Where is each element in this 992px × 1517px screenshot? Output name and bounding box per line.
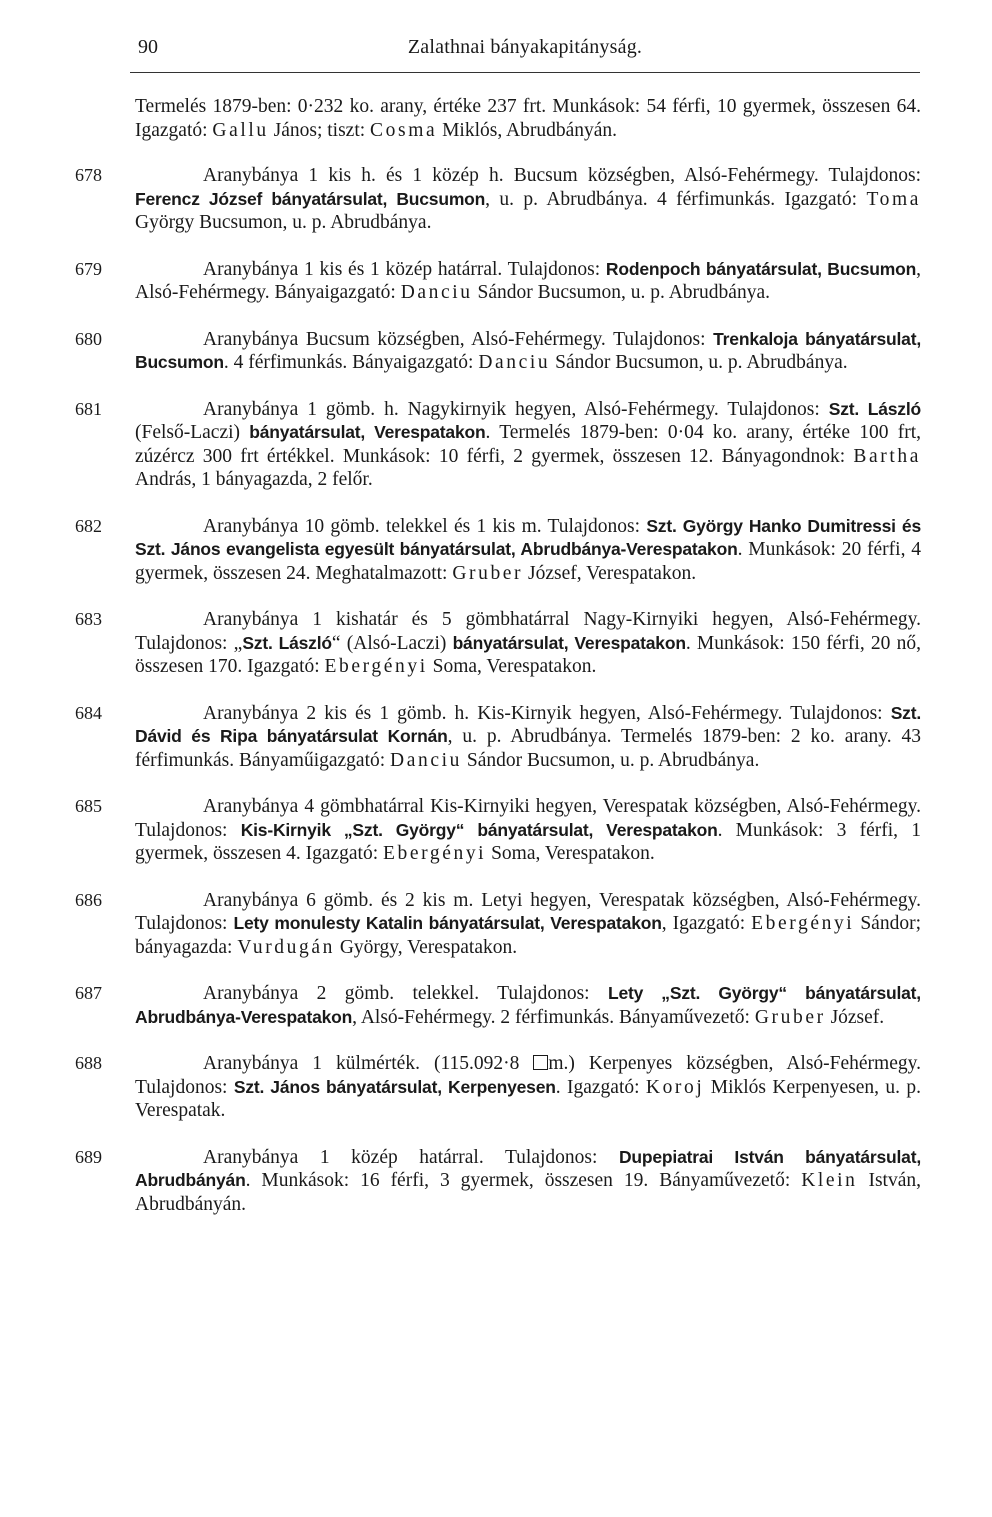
owner-name: Szt. Dávid és Ripa bányatársulat Kornán [135, 702, 921, 746]
spaced-name: Bartha [853, 445, 921, 467]
text: Aranybánya 2 kis és 1 gömb. h. Kis-Kirnyik hegyen, Alsó-Fehérmegy. Tulajdonos: [203, 702, 891, 724]
spaced-name: Gallu [212, 119, 269, 141]
owner-name: bányatársulat, Verespatakon [452, 632, 686, 653]
text: Miklós, Abrudbányán. [437, 119, 618, 141]
spaced-name: Ebergényi [751, 913, 855, 934]
entry-684 [75, 702, 921, 773]
spaced-name: Danciu [478, 352, 551, 373]
owner-name: Ferencz József bányatársulat, Bucsumon [135, 188, 486, 209]
text: , u. p. Abrudbánya. Termelés 1879-ben: 2 ko. arany. 43 férfimunkás. Bányaműigazgató: [135, 726, 921, 771]
spaced-name: Gruber [754, 1006, 826, 1028]
text: Miklós Kerpenyesen, u. p. Verespatak. [135, 1076, 921, 1121]
text: József, Verespatakon. [523, 562, 697, 584]
text: Sándor; bányagazda: [135, 913, 921, 958]
entry-number: 686 [75, 889, 102, 910]
text: Soma, Verespatakon. [486, 843, 655, 864]
entry-number: 681 [75, 398, 102, 419]
text: . Termelés 1879-ben: 0·04 ko. arany, értéke 100 frt, zúzércz 300 frt értékkel. Munkások: 10 férfi, 2 gyermek, összesen 12. Bányagondnok: [135, 422, 921, 467]
entry-number: 678 [75, 165, 102, 185]
text: . Igazgató: [555, 1076, 646, 1098]
text: András, 1 bányagazda, 2 felőr. [135, 469, 373, 490]
owner-name: bányatársulat, Verespatakon [249, 422, 486, 442]
entry-number: 682 [75, 515, 102, 536]
spaced-name: Danciu [390, 749, 462, 771]
text: Aranybánya 1 kis és 1 közép határral. Tulajdonos: [203, 258, 606, 280]
owner-name: Rodenpoch bányatársulat, Bucsumon [605, 258, 917, 279]
entry-689 [75, 1146, 921, 1217]
text: , Alsó-Fehérmegy. 2 férfimunkás. Bányaművezető: [352, 1006, 755, 1028]
entry-681 [75, 398, 922, 492]
owner-name: Kis-Kirnyik „Szt. György“ bányatársulat, Verespatakon [240, 819, 718, 840]
entry-680 [75, 328, 921, 375]
text: . 4 férfimunkás. Bányaigazgató: [223, 352, 479, 373]
spaced-name: Toma [866, 188, 922, 210]
text: Aranybánya 1 külmérték. (115.092·8 [203, 1053, 534, 1074]
spaced-name: Danciu [400, 282, 473, 303]
page-content [75, 95, 922, 1239]
spaced-name: Gruber [452, 562, 524, 584]
entry-688 [75, 1052, 921, 1123]
text: Aranybánya 2 gömb. telekkel. Tulajdonos: [203, 983, 608, 1004]
text: Soma, Verespatakon. [427, 656, 597, 677]
text: “ (Alsó-Laczi) [331, 632, 453, 654]
entry-687 [75, 982, 921, 1029]
text: György, Verespatakon. [334, 936, 518, 958]
text: János; tiszt: [268, 119, 371, 141]
spaced-name: Ebergényi [324, 656, 428, 677]
text: Aranybánya 10 gömb. telekkel és 1 kis m. Tulajdonos: [203, 515, 647, 537]
text: , Alsó-Fehérmegy. Bányaigazgató: [135, 258, 921, 303]
spaced-name: Cosma [370, 119, 438, 141]
text: ) Kerpenyes községben, Alsó-Fehérmegy. Tulajdonos: [135, 1053, 921, 1098]
entry-685 [75, 795, 921, 866]
entry-678 [75, 164, 922, 235]
text: István, Abrudbányán. [135, 1170, 921, 1215]
text: Aranybánya 1 kis h. és 1 közép h. Bucsum községben, Alsó-Fehérmegy. Tulajdonos: [203, 165, 921, 186]
entry-number: 680 [75, 328, 102, 349]
text: , u. p. Abrudbánya. 4 férfimunkás. Igazgató: [485, 188, 867, 210]
owner-name: Trenkaloja bányatársulat, Bucsumon [135, 328, 921, 372]
entry-number: 679 [75, 258, 102, 279]
spaced-name: Klein [801, 1170, 858, 1191]
owner-name: Lety monulesty Katalin bányatársulat, Verespatakon [233, 913, 662, 933]
entry-686 [75, 889, 921, 960]
spaced-name: Vurdugán [237, 936, 335, 958]
text: Termelés 1879-ben: 0·232 ko. arany, értéke 237 frt. Munkások: 54 férfi, 10 gyermek, összesen 64. Igazgató: [135, 96, 921, 141]
square-unit-icon [533, 1055, 548, 1070]
entry-682 [75, 515, 921, 586]
text: Aranybánya Bucsum községben, Alsó-Fehérmegy. Tulajdonos: [203, 328, 714, 350]
text: Aranybánya 6 gömb. és 2 kis m. Letyi hegyen, Verespatak községben, Alsó-Fehérmegy. Tulajdonos: [135, 889, 921, 934]
entry-679 [75, 258, 921, 305]
entry-number: 684 [75, 702, 102, 723]
entry-number: 683 [75, 609, 102, 629]
entry-683 [75, 608, 921, 679]
text: , Igazgató: [661, 913, 752, 934]
page-header [130, 36, 920, 73]
entry-number: 687 [75, 983, 102, 1003]
spaced-name: Ebergényi [383, 843, 487, 864]
entry-number: 688 [75, 1053, 102, 1073]
text: Sándor Bucsumon, u. p. Abrudbánya. [550, 352, 848, 373]
intro-paragraph [135, 95, 921, 142]
owner-name: Dupepiatrai István bányatársulat, Abrudbányán [135, 1146, 921, 1190]
text: Aranybánya 1 kishatár és 5 gömbhatárral Nagy-Kirnyiki hegyen, Alsó-Fehérmegy. Tulajdonos: „ [135, 609, 921, 654]
text: . Munkások: 150 férfi, 20 nő, összesen 170. Igazgató: [135, 632, 921, 677]
text: . Munkások: 3 férfi, 1 gyermek, összesen 4. Igazgató: [135, 819, 921, 864]
text: Aranybánya 1 közép határral. Tulajdonos: [203, 1146, 619, 1168]
spaced-name: Koroj [645, 1076, 705, 1098]
owner-name: Szt. László [242, 632, 332, 653]
text: m. [548, 1053, 569, 1074]
text: Sándor Bucsumon, u. p. Abrudbánya. [472, 282, 770, 303]
text: Aranybánya 1 gömb. h. Nagykirnyik hegyen, Alsó-Fehérmegy. Tulajdonos: [203, 398, 829, 420]
owner-name: Szt. György Hanko Dumitressi és Szt. János evangelista egyesült bányatársulat, Abrudbánya-Verespatakon [135, 515, 921, 559]
entry-number: 685 [75, 796, 102, 816]
owner-name: Szt. László [828, 398, 922, 419]
text: (Felső-Laczi) [135, 422, 250, 443]
owner-name: Szt. János bányatársulat, Kerpenyesen [233, 1076, 556, 1097]
owner-name: Lety „Szt. György“ bányatársulat, Abrudbánya-Verespatakon [135, 983, 921, 1027]
page-number: 90 [138, 36, 158, 58]
text: Aranybánya 4 gömbhatárral Kis-Kirnyiki hegyen, Verespatak községben, Alsó-Fehérmegy. Tulajdonos: [135, 796, 921, 841]
text: György Bucsumon, u. p. Abrudbánya. [135, 212, 432, 233]
text: Sándor Bucsumon, u. p. Abrudbánya. [461, 749, 760, 771]
text: József. [825, 1006, 885, 1028]
running-title: Zalathnai bányakapitányság. [407, 36, 643, 58]
entry-number: 689 [75, 1146, 102, 1167]
text: . Munkások: 20 férfi, 4 gyermek, összesen 24. Meghatalmazott: [135, 539, 921, 584]
text: . Munkások: 16 férfi, 3 gyermek, összesen 19. Bányaművezető: [245, 1170, 802, 1191]
